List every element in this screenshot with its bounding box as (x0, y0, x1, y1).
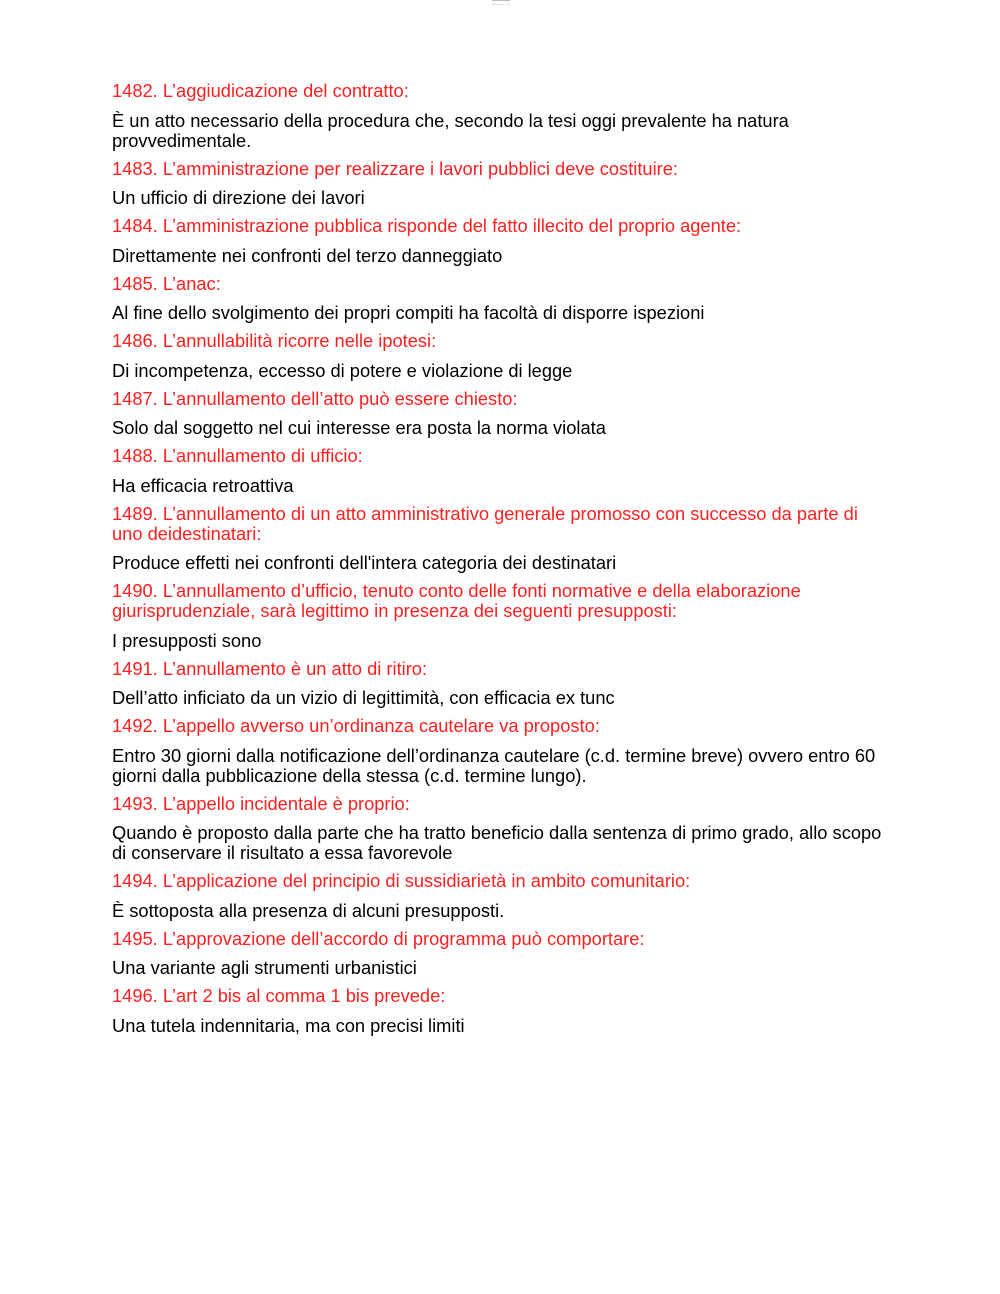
qa-item-1487 (112, 389, 892, 439)
qa-item-1489 (112, 504, 892, 574)
answer-1487: Solo dal soggetto nel cui interesse era posta la norma violata (112, 417, 606, 438)
question-1483: 1483. L’amministrazione per realizzare i lavori pubblici deve costituire: (112, 157, 678, 179)
answer-1494: È sottoposta alla presenza di alcuni presupposti. (112, 899, 505, 921)
answer-1484: Direttamente nei confronti del terzo danneggiato (112, 244, 503, 266)
question-1489: 1489. L’annullamento di un atto amministrativo generale promosso con successo da parte di uno deidestinatari: (112, 502, 858, 544)
question-1487: 1487. L’annullamento dell’atto può essere chiesto: (112, 387, 518, 409)
question-1490: 1490. L’annullamento d’ufficio, tenuto conto delle fonti normative e della elaborazione giurisprudenziale, sarà legittimo in presenza dei seguenti presupposti: (112, 580, 801, 621)
qa-item-1495 (112, 929, 892, 979)
header-mark (492, 0, 510, 5)
qa-item-1493 (112, 794, 892, 864)
answer-1496: Una tutela indennitaria, ma con precisi limiti (112, 1014, 465, 1036)
qa-item-1482 (112, 81, 892, 151)
answer-1495: Una variante agli strumenti urbanistici (112, 957, 417, 978)
question-1488: 1488. L’annullamento di ufficio: (112, 445, 363, 466)
answer-1491: Dell’atto inficiato da un vizio di legittimità, con efficacia ex tunc (112, 687, 615, 708)
question-1485: 1485. L’anac: (112, 272, 221, 294)
question-1484: 1484. L’amministrazione pubblica risponde del fatto illecito del proprio agente: (112, 215, 742, 236)
question-1482: 1482. L’aggiudicazione del contratto: (112, 80, 409, 101)
answer-1485: Al fine dello svolgimento dei propri compiti ha facoltà di disporre ispezioni (112, 302, 705, 323)
qa-list (112, 81, 892, 1044)
question-1492: 1492. L’appello avverso un’ordinanza cautelare va proposto: (112, 715, 600, 736)
answer-1488: Ha efficacia retroattiva (112, 474, 294, 496)
qa-item-1484 (112, 216, 892, 266)
qa-item-1492 (112, 716, 892, 786)
question-1494: 1494. L’applicazione del principio di sussidiarietà in ambito comunitario: (112, 870, 691, 891)
answer-1490: I presupposti sono (112, 629, 262, 651)
qa-item-1488 (112, 446, 892, 496)
answer-1493: Quando è proposto dalla parte che ha tratto beneficio dalla sentenza di primo grado, allo scopo di conservare il risultato a essa favorevole (112, 822, 882, 863)
qa-item-1483 (112, 159, 892, 209)
answer-1492: Entro 30 giorni dalla notificazione dell’ordinanza cautelare (c.d. termine breve) ovvero entro 60 giorni dalla pubblicazione della stessa (c.d. termine lungo). (112, 744, 876, 786)
qa-item-1486 (112, 331, 892, 381)
question-1495: 1495. L’approvazione dell’accordo di programma può comportare: (112, 927, 645, 949)
qa-item-1494 (112, 871, 892, 921)
question-1486: 1486. L’annullabilità ricorre nelle ipotesi: (112, 330, 437, 351)
question-1493: 1493. L’appello incidentale è proprio: (112, 792, 410, 814)
answer-1486: Di incompetenza, eccesso di potere e violazione di legge (112, 359, 573, 381)
answer-1489: Produce effetti nei confronti dell'intera categoria dei destinatari (112, 552, 617, 573)
qa-item-1485 (112, 274, 892, 324)
qa-item-1496 (112, 986, 892, 1036)
qa-item-1491 (112, 659, 892, 709)
qa-item-1490 (112, 581, 892, 651)
answer-1482: È un atto necessario della procedura che, secondo la tesi oggi prevalente ha natura provvedimentale. (112, 109, 789, 151)
question-1491: 1491. L’annullamento è un atto di ritiro: (112, 657, 428, 679)
question-1496: 1496. L’art 2 bis al comma 1 bis prevede: (112, 985, 446, 1006)
answer-1483: Un ufficio di direzione dei lavori (112, 187, 365, 208)
